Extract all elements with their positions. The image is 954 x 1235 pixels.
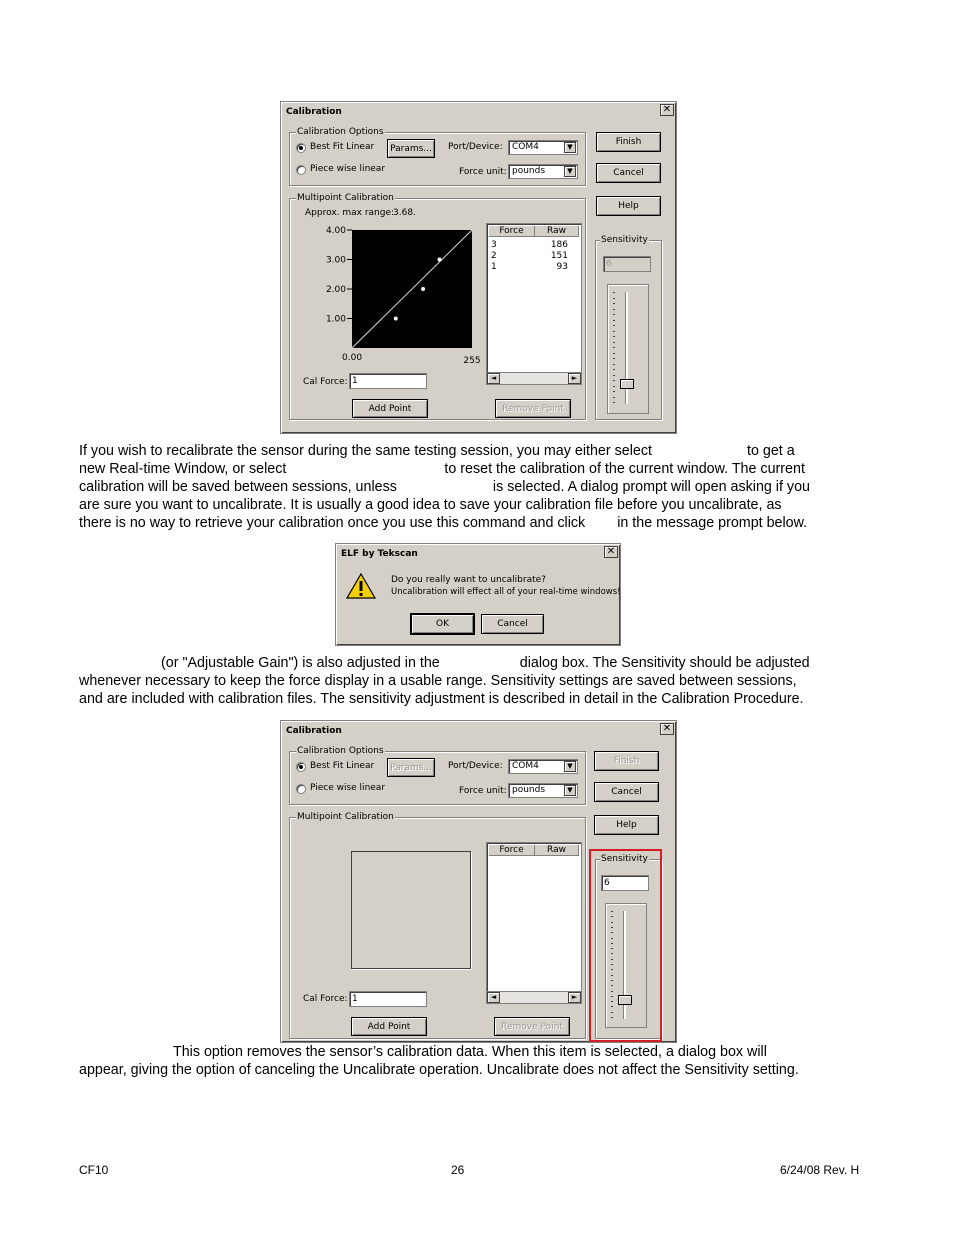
y-tick-label: 4.00 (325, 226, 346, 236)
port-device-select[interactable] (508, 759, 578, 774)
y-tick-label: 1.00 (325, 314, 346, 325)
best-fit-linear-label: Best Fit Linear (310, 761, 375, 771)
params-button[interactable]: Params... (387, 758, 435, 777)
scroll-right-icon[interactable]: ► (568, 373, 581, 384)
column-header-raw[interactable]: Raw (535, 845, 579, 856)
approx-max-range-value: 3.68. (393, 208, 416, 218)
paragraph-uncalibrate (79, 1043, 875, 1079)
text: whenever necessary to keep the force display in a usable range. Sensitivity settings are saved between sessions, (79, 673, 797, 689)
x-tick-label: 0.00 (342, 353, 363, 363)
slider-tick (613, 342, 615, 343)
text: appear, giving the option of canceling the Uncalibrate operation. Uncalibrate does not affect the Sensitivity setting. (79, 1062, 799, 1078)
slider-tick (613, 369, 615, 370)
piece-wise-linear-radio[interactable] (296, 784, 306, 794)
sensitivity-value-field[interactable]: 6 (601, 875, 649, 891)
piece-wise-linear-radio[interactable] (296, 165, 306, 175)
prompt-warning: Uncalibration will effect all of your real-time windows! (391, 587, 621, 597)
data-point (421, 287, 425, 291)
cal-force-label: Cal Force: (303, 377, 348, 387)
data-point (394, 317, 398, 321)
dialog-title: Calibration (283, 723, 674, 739)
list-horizontal-scrollbar[interactable] (486, 372, 582, 385)
slider-tick (613, 309, 615, 310)
slider-tick (613, 320, 615, 321)
raw-cell: 93 (556, 262, 568, 272)
slider-tick (613, 314, 615, 315)
force-cell: 1 (491, 262, 497, 272)
slider-tick (613, 364, 615, 365)
help-button[interactable]: Help (596, 196, 661, 216)
slider-tick (613, 386, 615, 387)
text: This option removes the sensor’s calibration data. When this item is selected, a dialog box will (173, 1044, 767, 1060)
text: in the message prompt below. (617, 515, 808, 531)
uncalibrate-prompt-dialog (335, 543, 621, 646)
y-tick-label: 2.00 (325, 285, 346, 295)
slider-tick (613, 303, 615, 304)
scroll-left-icon[interactable]: ◄ (487, 992, 500, 1003)
text: and are included with calibration files. The sensitivity adjustment is described in detail in the Calibration Procedure. (79, 691, 804, 707)
paragraph-sensitivity (79, 654, 875, 708)
text: (or "Adjustable Gain") is also adjusted in the (161, 655, 440, 671)
chevron-down-icon[interactable]: ▼ (564, 761, 576, 772)
force-unit-label: Force unit: (459, 167, 507, 177)
slider-ticks (613, 292, 615, 404)
slider-tick (613, 358, 615, 359)
list-horizontal-scrollbar[interactable] (486, 991, 582, 1004)
group-label: Calibration Options (297, 127, 384, 137)
slider-tick (613, 325, 615, 326)
group-label: Multipoint Calibration (297, 812, 394, 822)
dialog-title: Calibration (283, 104, 674, 120)
group-label: Calibration Options (297, 746, 384, 756)
slider-tick (613, 331, 615, 332)
slider-tick (613, 298, 615, 299)
chevron-down-icon[interactable]: ▼ (564, 166, 576, 177)
remove-point-button[interactable]: Remove Point (494, 1017, 570, 1036)
piece-wise-linear-label: Piece wise linear (310, 783, 386, 793)
force-unit-select[interactable] (508, 783, 578, 798)
slider-tick (613, 380, 615, 381)
cancel-button[interactable]: Cancel (594, 782, 659, 802)
cal-force-input[interactable] (349, 373, 427, 389)
slider-tick (613, 336, 615, 337)
slider-tick (613, 391, 615, 392)
scroll-right-icon[interactable]: ► (568, 992, 581, 1003)
text: to get a (746, 443, 795, 459)
column-header-raw[interactable]: Raw (535, 226, 579, 237)
piece-wise-linear-label: Piece wise linear (310, 164, 386, 174)
calibration-plot (319, 224, 481, 369)
ok-button[interactable]: OK (411, 614, 474, 634)
approx-max-range-label: Approx. max range: (305, 208, 395, 218)
text: If you wish to recalibrate the sensor during the same testing session, you may either select (79, 443, 652, 459)
text: to reset the calibration of the current window. The current (444, 461, 805, 477)
scroll-left-icon[interactable]: ◄ (487, 373, 500, 384)
params-button[interactable]: Params... (387, 139, 435, 158)
table-row[interactable] (490, 251, 576, 262)
slider-tick (613, 347, 615, 348)
raw-cell: 186 (550, 240, 568, 250)
chevron-down-icon[interactable]: ▼ (564, 142, 576, 153)
calibration-points-list[interactable] (486, 842, 582, 994)
prompt-question: Do you really want to uncalibrate? (391, 575, 546, 585)
best-fit-linear-label: Best Fit Linear (310, 142, 375, 152)
text: is selected. A dialog prompt will open asking if you (492, 479, 810, 495)
port-device-label: Port/Device: (448, 761, 503, 771)
calibration-dialog-1 (280, 101, 677, 434)
slider-tick (613, 353, 615, 354)
port-device-value: COM4 (512, 761, 539, 771)
data-point (438, 258, 442, 262)
cal-force-value: 1 (352, 994, 358, 1004)
y-tick-label: 3.00 (325, 255, 346, 266)
cancel-button[interactable]: Cancel (481, 614, 544, 634)
force-unit-value: pounds (512, 166, 546, 176)
finish-button[interactable]: Finish (594, 751, 659, 771)
warning-icon (346, 572, 376, 600)
slider-tick (613, 375, 615, 376)
text: are sure you want to uncalibrate. It is usually a good idea to save your calibration file before you uncalibrate, as (79, 497, 782, 513)
force-unit-value: pounds (512, 785, 546, 795)
best-fit-linear-radio[interactable] (296, 762, 306, 772)
help-button[interactable]: Help (594, 815, 659, 835)
cal-force-value: 1 (352, 376, 358, 386)
force-unit-select[interactable] (508, 164, 578, 179)
table-row[interactable] (490, 240, 576, 251)
text: dialog box. The Sensitivity should be adjusted (519, 655, 810, 671)
force-unit-label: Force unit: (459, 786, 507, 796)
dialog-title: ELF by Tekscan (338, 546, 618, 562)
chevron-down-icon[interactable]: ▼ (564, 785, 576, 796)
table-row[interactable] (490, 262, 576, 273)
text: there is no way to retrieve your calibration once you use this command and click (79, 515, 586, 531)
port-device-value: COM4 (512, 142, 539, 152)
close-icon[interactable]: ✕ (660, 723, 674, 735)
column-header-force[interactable]: Force (489, 226, 535, 237)
text: new Real-time Window, or select (79, 461, 287, 477)
footer-left: CF10 (79, 1163, 109, 1177)
footer-right: 6/24/08 Rev. H (780, 1163, 860, 1177)
force-cell: 2 (491, 251, 497, 261)
sensitivity-highlight-box (589, 849, 662, 1042)
sensitivity-value-field: 6 (603, 256, 651, 272)
sensitivity-slider-handle[interactable] (620, 379, 634, 389)
cancel-button[interactable]: Cancel (596, 163, 661, 183)
cal-force-label: Cal Force: (303, 994, 348, 1004)
slider-tick (613, 397, 615, 398)
group-label: Sensitivity (601, 235, 648, 245)
calibration-plot-empty (351, 851, 471, 969)
x-tick-label: 255 (463, 356, 481, 366)
port-device-select[interactable] (508, 140, 578, 155)
add-point-button[interactable]: Add Point (351, 1017, 427, 1036)
paragraph-recalibrate (79, 442, 875, 532)
slider-tick (613, 402, 615, 403)
group-label: Multipoint Calibration (297, 193, 394, 203)
calibration-points-list[interactable] (486, 223, 582, 375)
best-fit-linear-radio[interactable] (296, 143, 306, 153)
port-device-label: Port/Device: (448, 142, 503, 152)
column-header-force[interactable]: Force (489, 845, 535, 856)
remove-point-button[interactable]: Remove Point (495, 399, 571, 418)
force-cell: 3 (491, 240, 497, 250)
raw-cell: 151 (550, 251, 568, 261)
cal-force-input[interactable] (349, 991, 427, 1007)
close-icon[interactable]: ✕ (660, 104, 674, 116)
add-point-button[interactable]: Add Point (352, 399, 428, 418)
group-label: Sensitivity (601, 854, 648, 864)
text: calibration will be saved between sessions, unless (79, 479, 397, 495)
finish-button[interactable]: Finish (596, 132, 661, 152)
page-number: 26 (451, 1163, 465, 1177)
slider-tick (613, 292, 615, 293)
close-icon[interactable]: ✕ (604, 546, 618, 558)
